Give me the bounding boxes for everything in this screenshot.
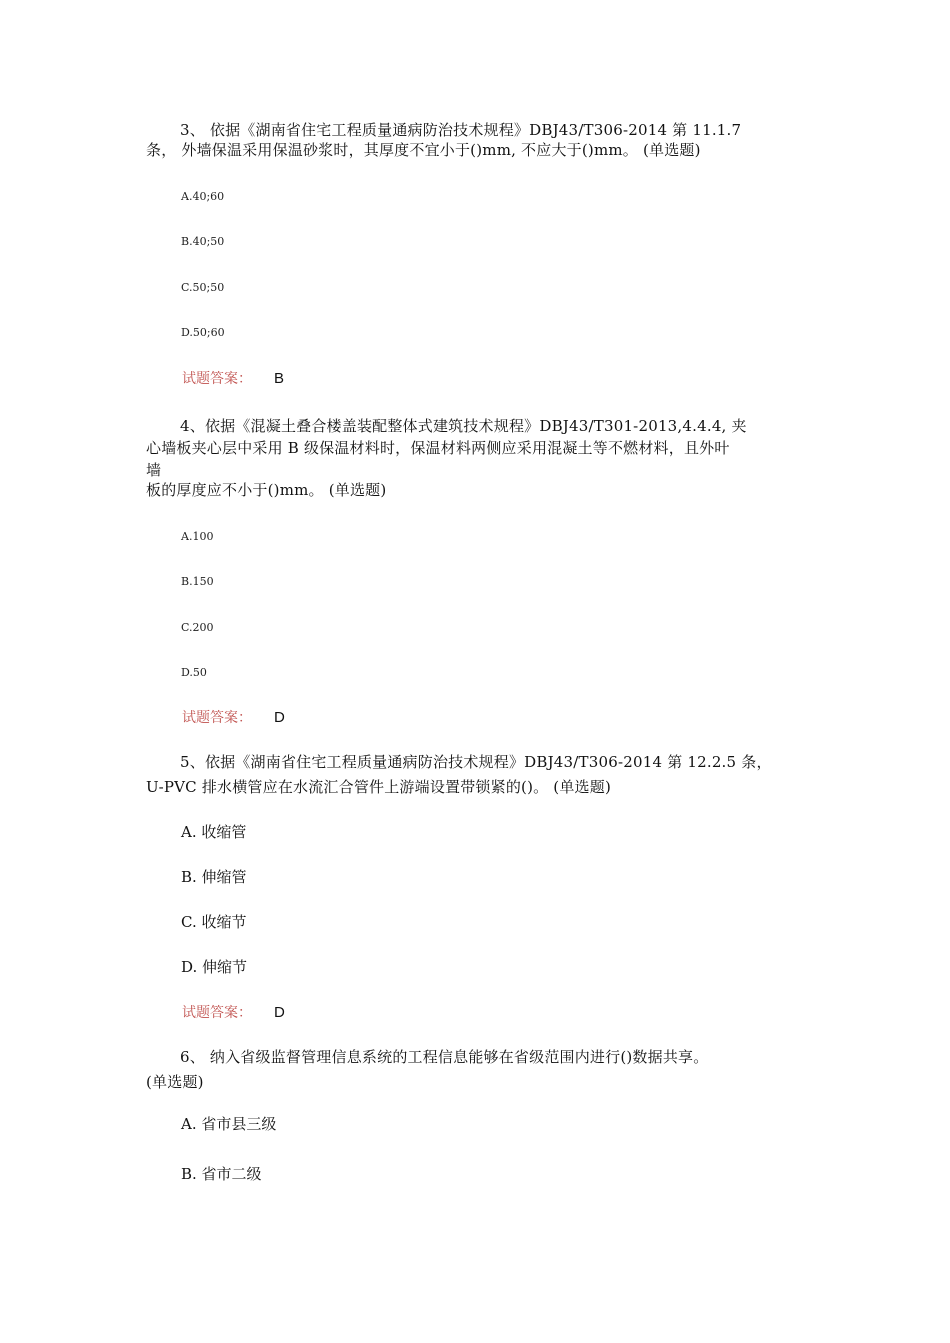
question-4-option-c: C.200: [181, 621, 214, 634]
question-3-line-1: 3、 依据《湖南省住宅工程质量通病防治技术规程》DBJ43/T306-2014 第 11.1.7: [180, 121, 742, 139]
question-4-line-3: 墙: [146, 461, 162, 479]
question-6-option-a: A. 省市县三级: [181, 1115, 277, 1133]
question-6-line-2: (单选题): [146, 1073, 204, 1091]
question-4-option-b: B.150: [181, 575, 214, 588]
question-4-line-1: 4、依据《混凝土叠合楼盖装配整体式建筑技术规程》DBJ43/T301-2013,4.4.4, 夹: [180, 417, 747, 435]
answer-value: D: [274, 709, 285, 726]
question-5-line-2: U-PVC 排水横管应在水流汇合管件上游端设置带锁紧的()。 (单选题): [146, 778, 611, 796]
question-4-line-4: 板的厚度应不小于()mm。 (单选题): [146, 481, 387, 499]
question-3-option-c: C.50;50: [181, 281, 225, 294]
question-4-option-a: A.100: [181, 530, 214, 543]
question-6-line-1: 6、 纳入省级监督管理信息系统的工程信息能够在省级范围内进行()数据共享。: [180, 1048, 709, 1066]
question-5-option-c: C. 收缩节: [181, 913, 247, 931]
question-5-option-b: B. 伸缩管: [181, 868, 247, 886]
question-3-line-2: 条， 外墙保温采用保温砂浆时，其厚度不宜小于()mm, 不应大于()mm。 (单选题): [146, 141, 701, 159]
question-5-answer: [182, 1003, 285, 1023]
question-4-line-2: 心墙板夹心层中采用 B 级保温材料时，保温材料两侧应采用混凝土等不燃材料，且外叶: [146, 439, 730, 457]
answer-value: B: [274, 370, 285, 387]
answer-label: 试题答案：: [182, 710, 252, 726]
question-3-answer: [182, 369, 284, 389]
question-4-answer: [182, 708, 285, 728]
question-3-option-a: A.40;60: [181, 190, 225, 203]
question-6-option-b: B. 省市二级: [181, 1165, 262, 1183]
question-5-option-a: A. 收缩管: [181, 823, 247, 841]
question-5-option-d: D. 伸缩节: [181, 958, 248, 976]
answer-label: 试题答案：: [182, 371, 252, 387]
question-4-option-d: D.50: [181, 666, 207, 679]
question-3-option-d: D.50;60: [181, 326, 225, 339]
question-5-line-1: 5、依据《湖南省住宅工程质量通病防治技术规程》DBJ43/T306-2014 第 12.2.5 条，: [180, 753, 772, 771]
answer-value: D: [274, 1004, 285, 1021]
question-3-option-b: B.40;50: [181, 235, 225, 248]
answer-label: 试题答案：: [182, 1005, 252, 1021]
